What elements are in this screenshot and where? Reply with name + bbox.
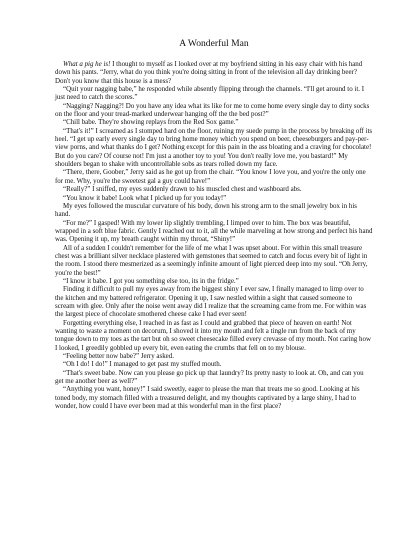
- italic-opening: What a pig he is!: [63, 60, 111, 68]
- paragraph: “Nagging? Nagging?! Do you have any idea what its like for me to come home every single day to dirty socks on the floor and your tread-marked underwear hanging off the the bed post?”: [55, 101, 370, 119]
- paragraph: “That's it!” I screamed as I stomped hard on the floor, ruining my suede pump in the process by breaking off its heel. “I get up early every single day to bring home money which you spend on beer, cheeseburgers and pay-per-view porns, and what thanks do I get? Nothing except for this pain in the ass bloating and a craving for chocolate! But do you care? Of course not! I'm just a another toy to you! You don't really love me, you bastard!” My shoulders began to shake with uncontrollable sobs as tears rolled down my face.: [55, 126, 373, 169]
- paragraph: “Quit your nagging babe,” he responded while absently flipping through the channels. “I'll get around to it. I just need to catch the scores.”: [55, 85, 365, 102]
- paragraph: “Chill babe. They're showing replays from the Red Sox game.”: [63, 118, 239, 127]
- paragraph: “For me?” I gasped! With my lower lip slightly trembling, I limped over to him. The box was beautiful, wrapped in a soft blue fabric. Gently I reached out to it, all the while marveling at how strong and perfect his hand was. Opening it up, my breath caught within my throat, “Shiny!”: [55, 218, 373, 244]
- document-body: [55, 60, 373, 410]
- paragraph: “There, there, Goober,” Jerry said as he got up from the chair. “You know I love you, and you're the only one for me. Why, you're the sweetest gal a guy could have!”: [55, 168, 366, 185]
- paragraph: Finding it difficult to pull my eyes away from the biggest shiny I ever saw, I finally managed to limp over to the kitchen and my battered refrigerator. Opening it up, I saw nestled within a sight that caused someone to scream with glee. Only after the noise went away did I realize that the screaming came from me. For within was the largest piece of chocolate smothered cheese cake I had ever seen!: [55, 285, 367, 319]
- paragraph: “That's sweet babe. Now can you please go pick up that laundry? Its pretty nasty to look at. Oh, and can you get me another beer as well?”: [55, 368, 364, 386]
- paragraph: My eyes followed the muscular curvature of his body, down his strong arm to the small jewelry box in his hand.: [55, 201, 357, 219]
- paragraph: All of a sudden I couldn't remember for the life of me what I was upset about. For within this small treasure chest was a brilliant silver necklace plastered with gemstones that seemed to catch and focus every bit of light in the room. I stood there mesmerized as a seemingly infinite amount of light pierced deep into my soul. “Oh Jerry, you're the best!”: [55, 243, 368, 277]
- paragraph: “Really?” I sniffed, my eyes suddenly drawn to his muscled chest and washboard abs.: [63, 185, 302, 194]
- paragraph: “I know it babe. I got you something else too, its in the fridge.”: [63, 276, 239, 285]
- paragraph: “Oh I do! I do!” I managed to get past my stuffed mouth.: [63, 360, 222, 369]
- document-title: A Wonderful Man: [179, 38, 249, 49]
- paragraph: “Feeling better now babe?” Jerry asked.: [63, 352, 174, 361]
- paragraph: “Anything you want, honey!” I said sweetly, eager to please the man that treats me so good. Looking at his toned body, my stomach filled with a treasured delight, and my thoughts captivated by a large shiny, I had to wonder, how could I have ever been mad at this wonderful man in the first place?: [55, 385, 360, 411]
- paragraph: “You know it babe! Look what I picked up for you today!”: [63, 193, 227, 202]
- paragraph: [55, 60, 373, 85]
- paragraph: Forgetting everything else, I reached in as fast as I could and grabbed that piece of heaven on earth! Not wanting to waste a moment on decorum, I shoved it into my mouth and felt a tingle run from the back of my tongue down to my toes as the tart but oh so sweet cheesecake filled every crevasse of my mouth. Not caring how I looked, I greedily gobbled up every bit, even eating the crumbs that fell on to my blouse.: [55, 318, 371, 352]
- paragraph-text: I thought to myself as I looked over at my boyfriend sitting in his easy chair with his hand down his pants. “Jerry, what do you think you're doing sitting in front of the television all day drinking beer? Don't you know that this house is a mess?: [55, 60, 363, 85]
